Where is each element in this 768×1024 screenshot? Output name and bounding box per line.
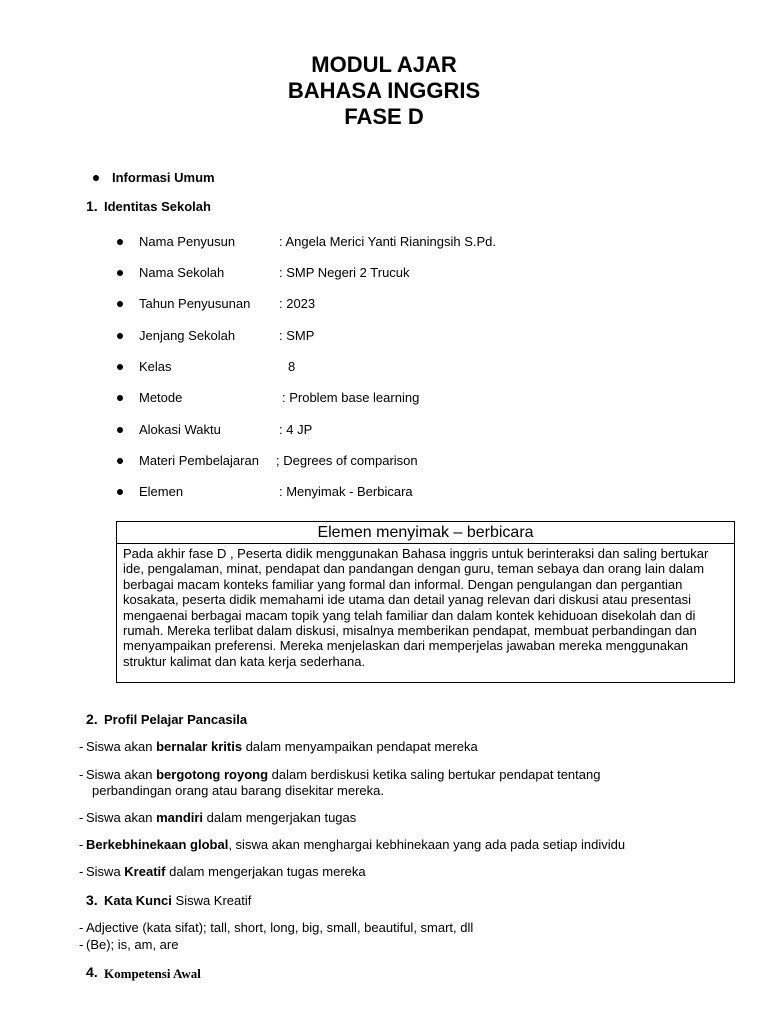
section-4-number: 4. <box>86 964 98 980</box>
identitas-value: : 2023 <box>279 296 316 311</box>
profil-item-continuation: perbandingan orang atau barang disekitar mereka. <box>92 783 384 798</box>
profil-item: Siswa akan bergotong royong dalam berdiskusi ketika saling bertukar pendapat tentang <box>86 767 601 782</box>
bullet-icon <box>117 270 123 276</box>
identitas-label: Nama Sekolah <box>139 265 225 280</box>
profil-item: Siswa akan mandiri dalam mengerjakan tugas <box>86 810 357 825</box>
identitas-label: Metode <box>139 390 183 405</box>
section-2-number: 2. <box>86 711 98 727</box>
bullet-icon <box>117 458 123 464</box>
bullet-icon <box>117 239 123 245</box>
identitas-value: : SMP Negeri 2 Trucuk <box>279 265 410 280</box>
dash-marker: - <box>79 739 84 754</box>
identitas-label: Kelas <box>139 359 172 374</box>
elemen-box-heading: Elemen menyimak – berbicara <box>117 522 734 544</box>
section-2-title: Profil Pelajar Pancasila <box>104 712 248 727</box>
section-3-number: 3. <box>86 892 98 908</box>
elemen-box-body: Pada akhir fase D , Peserta didik menggunakan Bahasa inggris untuk berinteraksi dan saling bertukar ide, pengalaman, minat, pendapat dan pandangan dengan guru, teman sebaya dan orang lain dalam berbagai macam konteks familiar yang formal dan informal. Dengan pengulangan dan pergantian kosakata, peserta didik memahami ide utama dan detail yanag relevan dari diskusi atau presentasi mengaenai berbagai macam topik yang telah familiar dan dalam kontek kehiduoan disekolah dan di rumah. Mereka terlibat dalam diskusi, misalnya memberikan pendapat, membuat perbandingan dan menyampaikan preferensi. Mereka menjelaskan dari memperjelas jawaban mereka menggunakan struktur kalimat dan kata kerja sederhana. <box>123 546 709 669</box>
profil-item: Siswa Kreatif dalam mengerjakan tugas mereka <box>86 864 366 879</box>
info-umum-heading: Informasi Umum <box>112 170 215 185</box>
kata-kunci-item: (Be); is, am, are <box>86 937 179 952</box>
kata-kunci-item: Adjective (kata sifat); tall, short, long, big, small, beautiful, smart, dll <box>86 920 474 935</box>
dash-marker: - <box>79 937 84 952</box>
document-title <box>0 52 768 130</box>
dash-marker: - <box>79 810 84 825</box>
section-3-title: Kata Kunci Siswa Kreatif <box>104 893 252 908</box>
identitas-label: Alokasi Waktu <box>139 422 221 437</box>
identitas-label: Tahun Penyusunan <box>139 296 251 311</box>
identitas-value: : Menyimak - Berbicara <box>279 484 413 499</box>
identitas-value: 8 <box>288 359 296 374</box>
identitas-label: Materi Pembelajaran <box>139 453 259 468</box>
identitas-value: : SMP <box>279 328 315 343</box>
bullet-icon <box>117 301 123 307</box>
identitas-label: Nama Penyusun <box>139 234 236 249</box>
bullet-icon <box>117 489 123 495</box>
identitas-label: Elemen <box>139 484 184 499</box>
section-4-title: Kompetensi Awal <box>104 966 201 981</box>
title-line-3: FASE D <box>344 104 424 129</box>
dash-marker: - <box>79 767 84 782</box>
title-line-2: BAHASA INGGRIS <box>287 78 481 103</box>
elemen-box <box>116 521 735 683</box>
dash-marker: - <box>79 864 84 879</box>
identitas-label: Jenjang Sekolah <box>139 328 236 343</box>
identitas-value: : Angela Merici Yanti Rianingsih S.Pd. <box>279 234 497 249</box>
section-1-title: Identitas Sekolah <box>104 199 211 214</box>
dash-marker: - <box>79 837 84 852</box>
section-1-number: 1. <box>86 198 98 214</box>
bullet-icon <box>117 395 123 401</box>
dash-marker: - <box>79 920 84 935</box>
identitas-value: ; Degrees of comparison <box>276 453 418 468</box>
identitas-value: : 4 JP <box>279 422 313 437</box>
profil-item: Berkebhinekaan global, siswa akan menghargai kebhinekaan yang ada pada setiap individu <box>86 837 626 852</box>
bullet-icon <box>117 333 123 339</box>
bullet-icon <box>117 364 123 370</box>
title-line-1: MODUL AJAR <box>311 52 457 77</box>
bullet-icon <box>117 427 123 433</box>
identitas-value: : Problem base learning <box>282 390 420 405</box>
bullet-icon <box>93 175 99 181</box>
profil-item: Siswa akan bernalar kritis dalam menyampaikan pendapat mereka <box>86 739 478 754</box>
